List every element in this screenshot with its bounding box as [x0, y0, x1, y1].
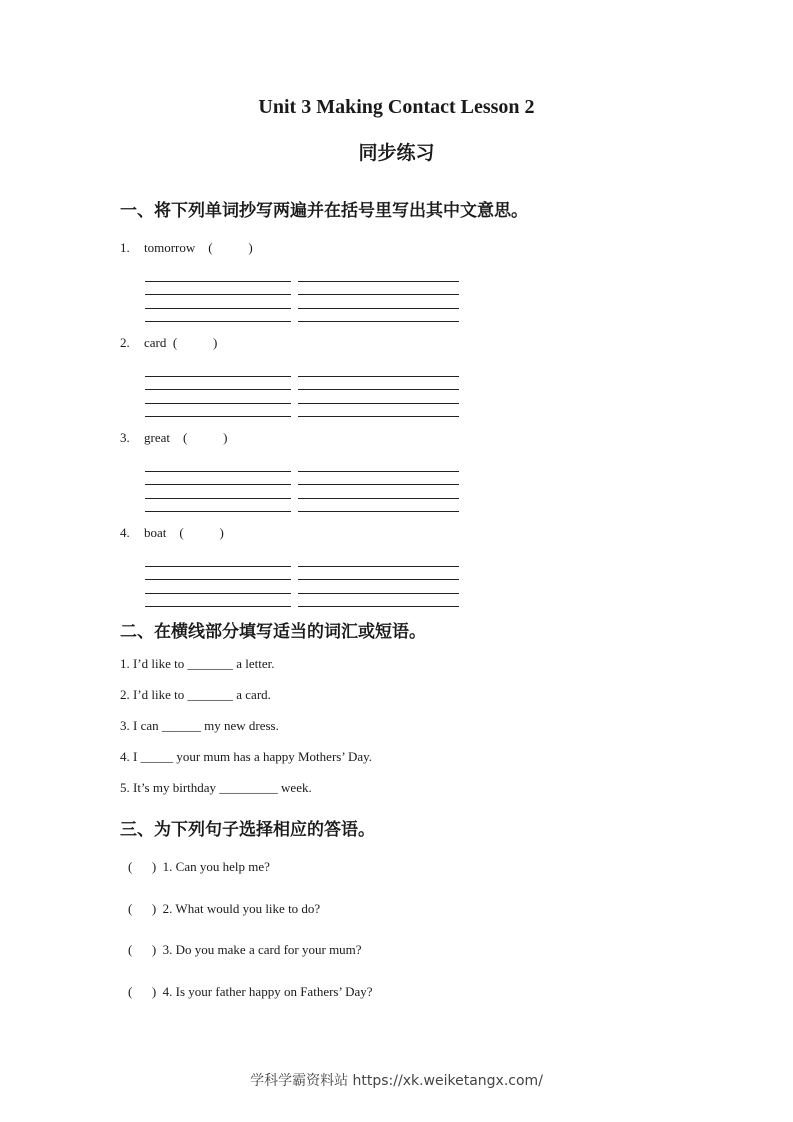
word-item: [120, 430, 227, 446]
copy-line: [145, 321, 291, 322]
choice-item: ( ) 3. Do you make a card for your mum?: [128, 942, 362, 957]
copy-line: [298, 484, 459, 485]
copy-line: [298, 294, 459, 295]
copy-line: [298, 471, 459, 472]
copy-line: [145, 281, 291, 282]
fill-blank-item: 1. I’d like to _______ a letter.: [120, 656, 275, 671]
page-subtitle: 同步练习: [358, 142, 435, 164]
copy-line: [298, 281, 459, 282]
word-item: [120, 525, 224, 541]
copy-line: [145, 498, 291, 499]
copy-line: [145, 416, 291, 417]
copy-line: [298, 416, 459, 417]
copy-line: [145, 389, 291, 390]
choice-item: ( ) 4. Is your father happy on Fathers’ Day?: [128, 984, 373, 999]
item-number: 4.: [120, 525, 130, 540]
copy-line: [145, 471, 291, 472]
copy-line: [298, 308, 459, 309]
copy-line: [145, 511, 291, 512]
item-number: 1.: [120, 240, 130, 255]
word-text: boat: [144, 525, 167, 540]
copy-line: [298, 498, 459, 499]
copy-line: [298, 321, 459, 322]
meaning-parentheses: ( ): [182, 430, 228, 445]
section3-heading: 三、为下列句子选择相应的答语。: [120, 820, 375, 840]
meaning-parentheses: ( ): [172, 335, 218, 350]
meaning-parentheses: ( ): [179, 525, 224, 540]
copy-line: [298, 579, 459, 580]
item-number: 3.: [120, 430, 130, 445]
copy-line: [145, 294, 291, 295]
word-text: tomorrow: [144, 240, 196, 255]
fill-blank-item: 2. I’d like to _______ a card.: [120, 687, 271, 702]
word-item: [120, 335, 217, 351]
section2-heading: 二、在横线部分填写适当的词汇或短语。: [120, 622, 426, 642]
choice-item: ( ) 2. What would you like to do?: [128, 901, 321, 916]
fill-blank-item: 3. I can ______ my new dress.: [120, 718, 279, 733]
copy-line: [298, 566, 459, 567]
word-text: card: [144, 335, 167, 350]
fill-blank-item: 5. It’s my birthday _________ week.: [120, 780, 312, 795]
copy-line: [145, 484, 291, 485]
footer-watermark: 学科学霸资料站 https://xk.weiketangx.com/: [250, 1073, 543, 1089]
meaning-parentheses: ( ): [208, 240, 253, 255]
copy-line: [298, 593, 459, 594]
word-item: [120, 240, 253, 256]
copy-line: [145, 376, 291, 377]
section1-heading: 一、将下列单词抄写两遍并在括号里写出其中文意思。: [120, 201, 528, 221]
copy-line: [145, 606, 291, 607]
copy-line: [298, 511, 459, 512]
item-number: 2.: [120, 335, 130, 350]
copy-line: [145, 308, 291, 309]
choice-item: ( ) 1. Can you help me?: [128, 859, 270, 874]
fill-blank-item: 4. I _____ your mum has a happy Mothers’ Day.: [120, 749, 373, 764]
copy-line: [145, 403, 291, 404]
copy-line: [145, 593, 291, 594]
copy-line: [298, 403, 459, 404]
copy-line: [145, 566, 291, 567]
word-text: great: [144, 430, 170, 445]
copy-line: [298, 376, 459, 377]
copy-line: [298, 606, 459, 607]
page-title: Unit 3 Making Contact Lesson 2: [258, 96, 535, 118]
copy-line: [298, 389, 459, 390]
copy-line: [145, 579, 291, 580]
